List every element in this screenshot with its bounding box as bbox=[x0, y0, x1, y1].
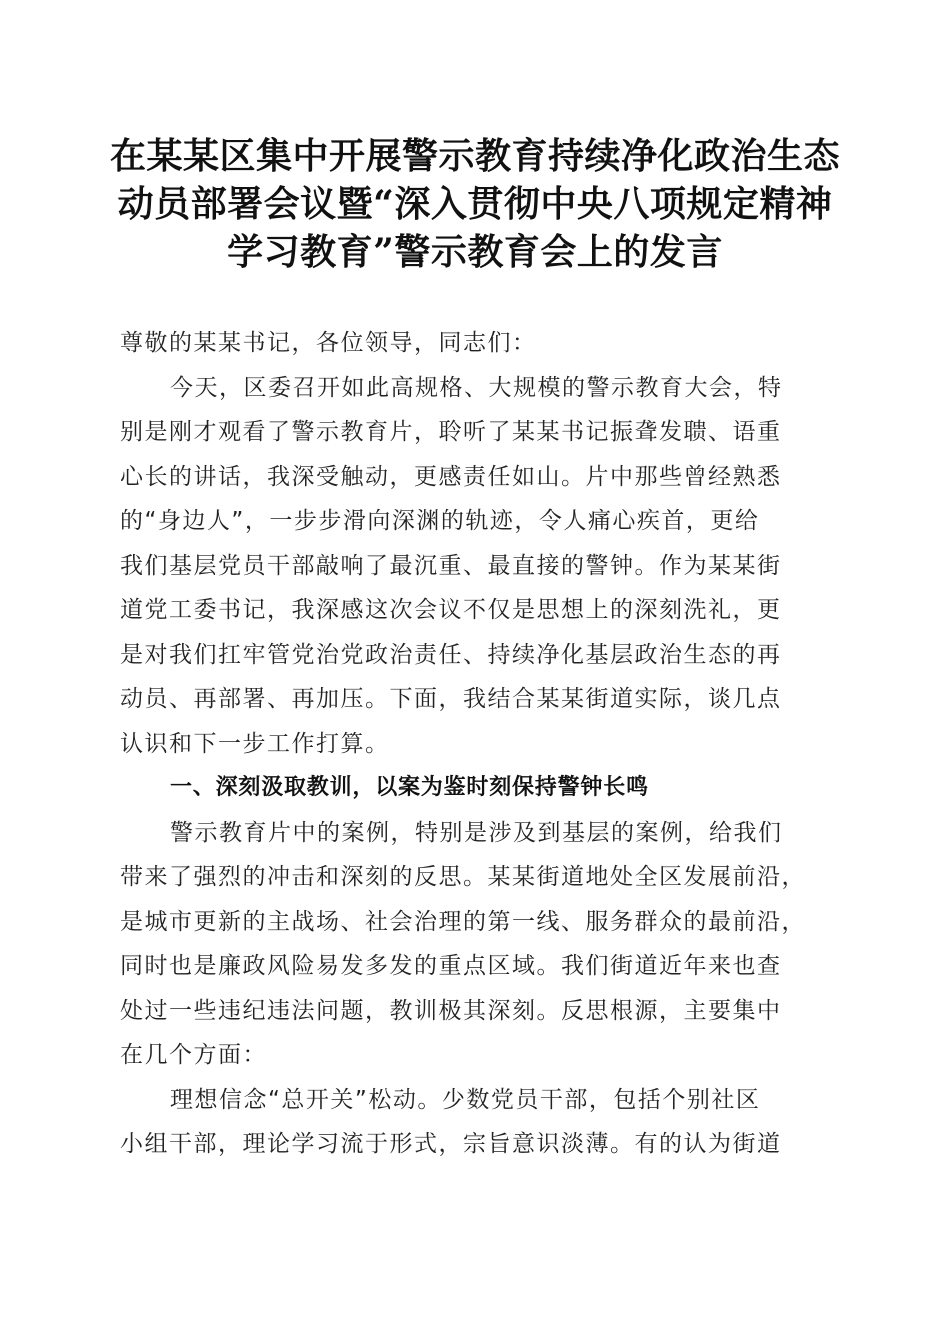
text-line: 理想信念“总开关”松动。少数党员干部，包括个别社区 bbox=[170, 1086, 761, 1113]
text-line: 同时也是廉政风险易发多发的重点区域。我们街道近年来也查 bbox=[120, 953, 782, 979]
document-title bbox=[100, 132, 850, 276]
title-line: 在某某区集中开展警示教育持续净化政治生态 bbox=[109, 135, 840, 177]
text-line: 带来了强烈的冲击和深刻的反思。某某街道地处全区发展前沿， bbox=[120, 864, 806, 890]
paragraph-ideals bbox=[120, 1078, 840, 1167]
text-line: 的“身边人”，一步步滑向深渊的轨迹，令人痛心疾首，更给 bbox=[120, 508, 760, 534]
text-line: 小组干部，理论学习流于形式，宗旨意识淡薄。有的认为街道 bbox=[120, 1131, 782, 1157]
text-line: 是对我们扛牢管党治党政治责任、持续净化基层政治生态的再 bbox=[120, 641, 782, 668]
document-body bbox=[120, 321, 840, 1167]
text-line: 道党工委书记，我深感这次会议不仅是思想上的深刻洗礼，更 bbox=[120, 597, 782, 623]
text-line: 动员、再部署、再加压。下面，我结合某某街道实际，谈几点 bbox=[120, 686, 782, 712]
text-line: 认识和下一步工作打算。 bbox=[120, 730, 390, 757]
text-line: 警示教育片中的案例，特别是涉及到基层的案例，给我们 bbox=[170, 819, 783, 846]
text-line: 今天，区委召开如此高规格、大规模的警示教育大会，特 bbox=[170, 374, 783, 401]
title-line: 动员部署会议暨“深入贯彻中央八项规定精神 bbox=[117, 183, 833, 225]
text-line: 在几个方面： bbox=[120, 1042, 267, 1068]
salutation: 尊敬的某某书记，各位领导，同志们： bbox=[120, 330, 537, 356]
text-line: 心长的讲话，我深受触动，更感责任如山。片中那些曾经熟悉 bbox=[120, 463, 782, 490]
text-line: 我们基层党员干部敲响了最沉重、最直接的警钟。作为某某街 bbox=[120, 552, 782, 579]
section-heading-1: 一、深刻汲取教训，以案为鉴时刻保持警钟长鸣 bbox=[170, 775, 649, 800]
text-line: 是城市更新的主战场、社会治理的第一线、服务群众的最前沿， bbox=[120, 908, 806, 935]
text-line: 处过一些违纪违法问题，教训极其深刻。反思根源，主要集中 bbox=[120, 997, 782, 1024]
paragraph-section1 bbox=[120, 811, 840, 1078]
text-line: 别是刚才观看了警示教育片，聆听了某某书记振聋发聩、语重 bbox=[120, 419, 782, 445]
paragraph-opening bbox=[120, 366, 840, 767]
title-line: 学习教育”警示教育会上的发言 bbox=[227, 231, 723, 273]
